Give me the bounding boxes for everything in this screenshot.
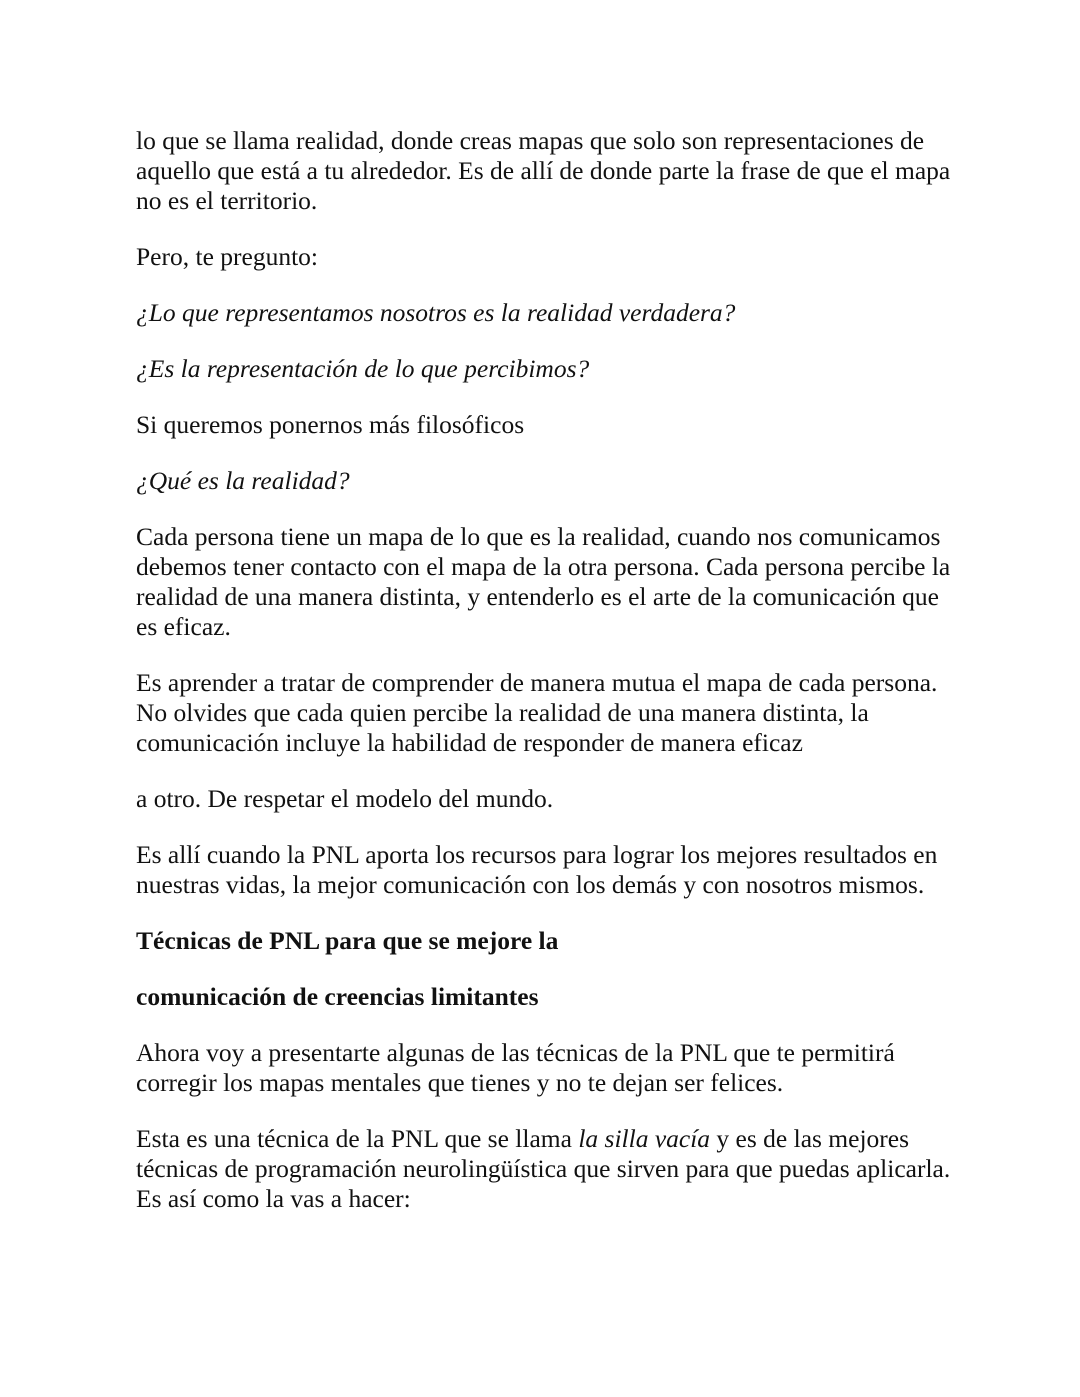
silla-vacia-text-after: y es de las mejores técnicas de programación neurolingüística que sirven para que puedas aplicarla. Es así como la vas a hacer: xyxy=(136,1124,951,1213)
paragraph-filosoficos: Si queremos ponernos más filosóficos xyxy=(136,410,525,439)
question-representacion: ¿Es la representación de lo que percibimos? xyxy=(136,354,590,383)
paragraph-cada-persona: Cada persona tiene un mapa de lo que es la realidad, cuando nos comunicamos debemos tener contacto con el mapa de la otra persona. Cada persona percibe la realidad de una manera distinta, y entenderlo es el arte de la comunicación que es eficaz. xyxy=(136,522,951,641)
paragraph-pregunta-intro: Pero, te pregunto: xyxy=(136,242,318,271)
silla-vacia-emphasis: la silla vacía xyxy=(578,1124,711,1153)
heading-tecnicas-line1: Técnicas de PNL para que se mejore la xyxy=(136,926,559,955)
document-page xyxy=(136,126,956,1240)
question-que-es-realidad: ¿Qué es la realidad? xyxy=(136,466,350,495)
question-realidad-verdadera: ¿Lo que representamos nosotros es la realidad verdadera? xyxy=(136,298,736,327)
paragraph-pnl-recursos: Es allí cuando la PNL aporta los recursos para lograr los mejores resultados en nuestras vidas, la mejor comunicación con los demás y con nosotros mismos. xyxy=(136,840,938,899)
paragraph-silla-vacia xyxy=(136,1124,956,1214)
paragraph-realidad-mapas: lo que se llama realidad, donde creas mapas que solo son representaciones de aquello que está a tu alrededor. Es de allí de donde parte la frase de que el mapa no es el territorio. xyxy=(136,126,951,215)
paragraph-comprender-mapa: Es aprender a tratar de comprender de manera mutua el mapa de cada persona. No olvides que cada quien percibe la realidad de una manera distinta, la comunicación incluye la habilidad de responder de manera eficaz xyxy=(136,668,938,757)
silla-vacia-text-before: Esta es una técnica de la PNL que se llama xyxy=(136,1124,579,1153)
heading-tecnicas-line2: comunicación de creencias limitantes xyxy=(136,982,539,1011)
paragraph-respetar-modelo: a otro. De respetar el modelo del mundo. xyxy=(136,784,554,813)
paragraph-presentar-tecnicas: Ahora voy a presentarte algunas de las técnicas de la PNL que te permitirá corregir los mapas mentales que tienes y no te dejan ser felices. xyxy=(136,1038,895,1097)
